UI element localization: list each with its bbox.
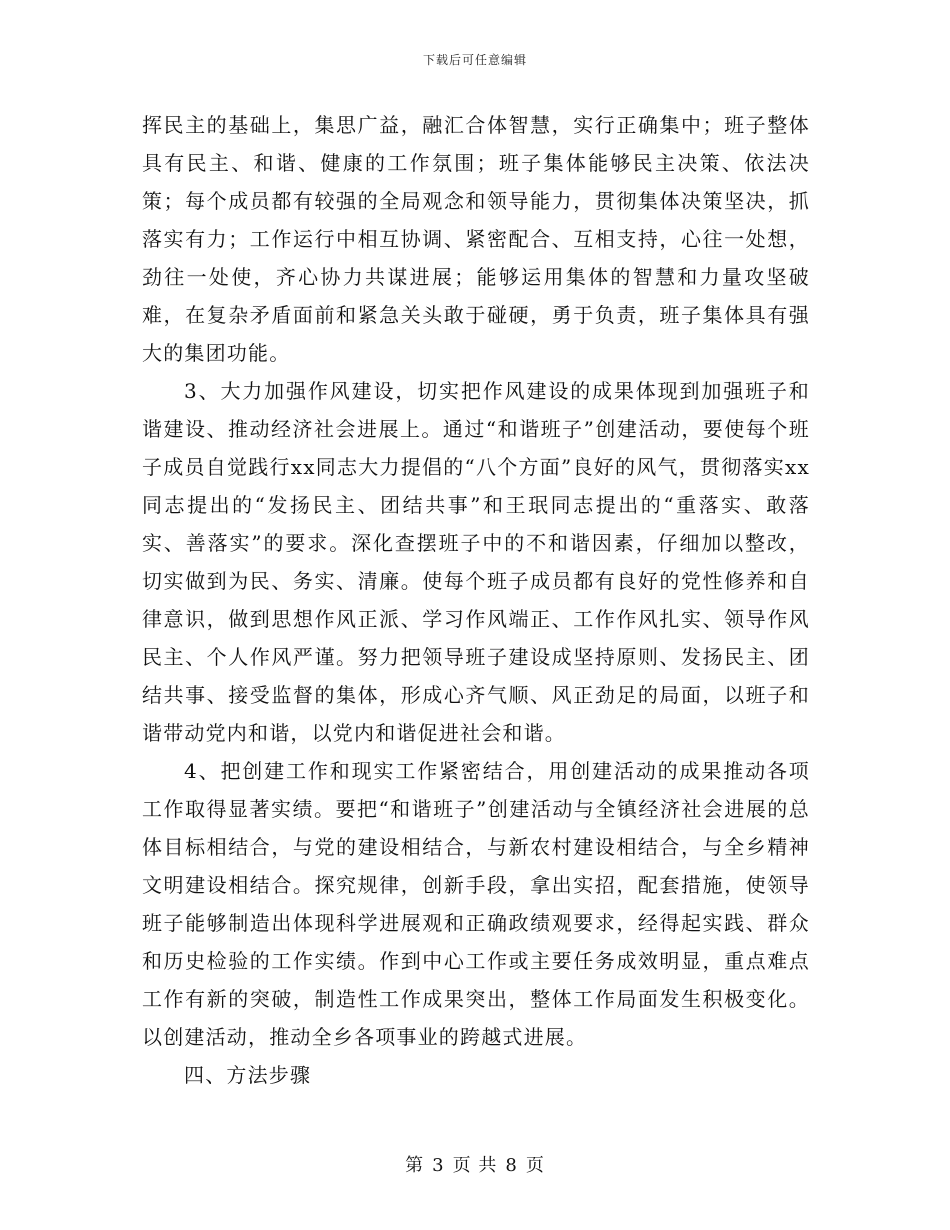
footer-current-page: 3 [432, 1155, 445, 1176]
paragraph-item-4: 4、把创建工作和现实工作紧密结合，用创建活动的成果推动各项工作取得显著实绩。要把“和谐班子”创建活动与全镇经济社会进展的总体目标相结合，与党的建设相结合，与新农村建设相结合，与全乡精神文明建设相结合。探究规律，创新手段，拿出实招，配套措施，使领导班子能够制造出体现科学进展观和正确政绩观要求，经得起实践、群众和历史检验的工作实绩。作到中心工作或主要任务成效明显，重点难点工作有新的突破，制造性工作成果突出，整体工作局面发生积极变化。以创建活动，推动全乡各项事业的跨越式进展。 [142, 759, 810, 1049]
section-heading-methods: 四、方法步骤 [184, 1063, 312, 1087]
page-header [0, 52, 950, 68]
page-footer [0, 1155, 950, 1177]
footer-suffix: 页 [525, 1155, 545, 1176]
footer-total-pages: 8 [505, 1155, 518, 1176]
header-note: 下载后可任意编辑 [422, 53, 527, 67]
document-body [142, 106, 810, 1094]
footer-middle: 页 共 [452, 1155, 498, 1176]
paragraph-continued: 挥民主的基础上，集思广益，融汇合体智慧，实行正确集中；班子整体具有民主、和谐、健康的工作氛围；班子集体能够民主决策、依法决策；每个成员都有较强的全局观念和领导能力，贯彻集体决策坚决，抓落实有力；工作运行中相互协调、紧密配合、互相支持，心往一处想，劲往一处使，齐心协力共谋进展；能够运用集体的智慧和力量攻坚破难，在复杂矛盾面前和紧急关头敢于碰硬，勇于负责，班子集体具有强大的集团功能。 [142, 113, 810, 365]
footer-prefix: 第 [405, 1155, 425, 1176]
paragraph-item-3: 3、大力加强作风建设，切实把作风建设的成果体现到加强班子和谐建设、推动经济社会进展上。通过“和谐班子”创建活动，要使每个班子成员自觉践行xx同志大力提倡的“八个方面”良好的风气，贯彻落实xx同志提出的“发扬民主、团结共事”和王珉同志提出的“重落实、敢落实、善落实”的要求。深化查摆班子中的不和谐因素，仔细加以整改，切实做到为民、务实、清廉。使每个班子成员都有良好的党性修养和自律意识，做到思想作风正派、学习作风端正、工作作风扎实、领导作风民主、个人作风严谨。努力把领导班子建设成坚持原则、发扬民主、团结共事、接受监督的集体，形成心齐气顺、风正劲足的局面，以班子和谐带动党内和谐，以党内和谐促进社会和谐。 [142, 379, 810, 745]
